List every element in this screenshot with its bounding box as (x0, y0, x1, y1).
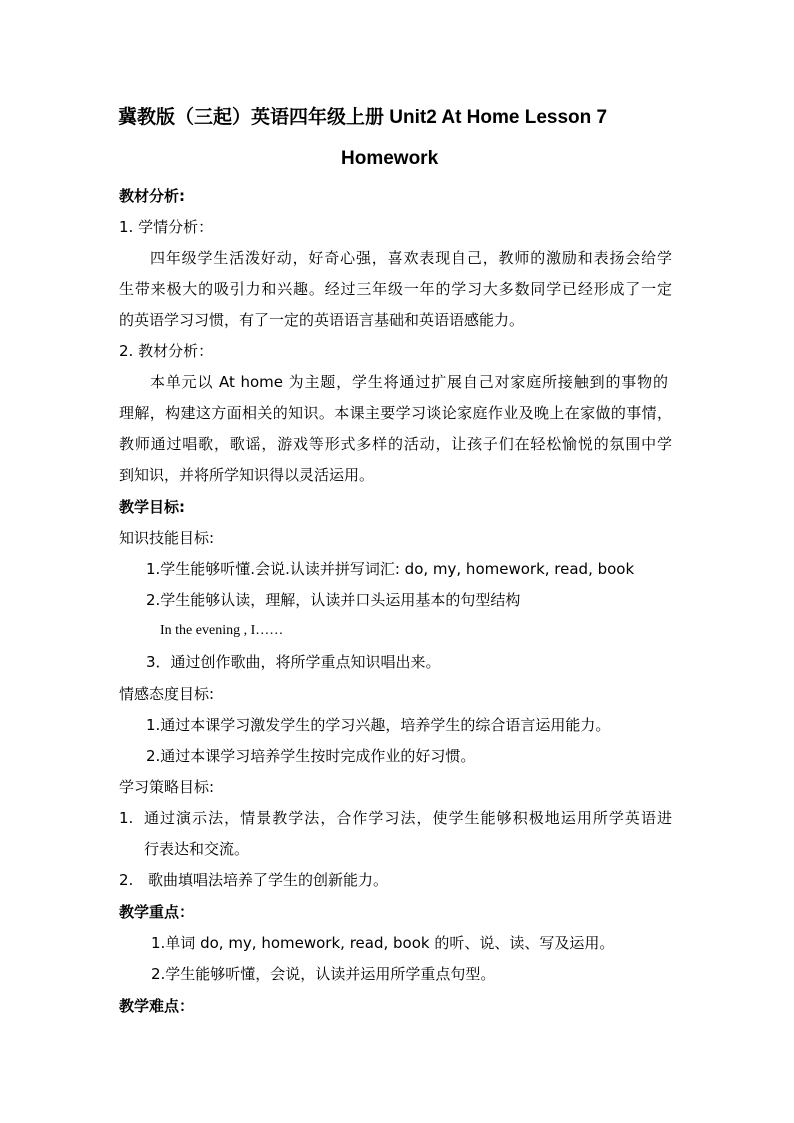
objective-item: 2.通过本课学习培养学生按时完成作业的好习惯。 (146, 747, 476, 765)
objective-item: 歌曲填唱法培养了学生的创新能力。 (148, 871, 389, 889)
key-point-item: 1.单词 do, my, homework, read, book 的听、说、读、写及运用。 (151, 934, 615, 952)
document-title-line1: 冀教版（三起）英语四年级上册 Unit2 At Home Lesson 7 (118, 107, 608, 128)
objective-item-continued: 行表达和交流。 (144, 840, 250, 858)
subheading-learner-analysis: 1. 学情分析： (119, 218, 214, 236)
section-heading-teaching-objectives: 教学目标: (119, 498, 185, 516)
sentence-pattern-example: In the evening , I…… (160, 623, 284, 638)
section-heading-key-points: 教学重点： (119, 903, 195, 921)
subheading-textbook-analysis: 2. 教材分析： (119, 342, 214, 360)
objective-item: 3．通过创作歌曲，将所学重点知识唱出来。 (146, 653, 441, 671)
section-heading-difficult-points: 教学难点： (119, 997, 195, 1015)
document-title-line2: Homework (341, 148, 439, 169)
paragraph-line: 生带来极大的吸引力和兴趣。经过三年级一年的学习大多数同学已经形成了一定 (119, 280, 672, 298)
subheading-knowledge-skills: 知识技能目标: (119, 529, 215, 547)
paragraph-line: 理解，构建这方面相关的知识。本课主要学习谈论家庭作业及晚上在家做的事情， (119, 404, 672, 422)
paragraph-line: 教师通过唱歌，歌谣，游戏等形式多样的活动，让孩子们在轻松愉悦的氛围中学 (119, 435, 672, 453)
paragraph-line: 到知识，并将所学知识得以灵活运用。 (119, 466, 375, 484)
list-number: 1. (119, 809, 134, 827)
list-number: 2. (119, 871, 134, 889)
key-point-item: 2.学生能够听懂，会说，认读并运用所学重点句型。 (151, 965, 496, 983)
objective-item: 2.学生能够认读，理解，认读并口头运用基本的句型结构 (146, 591, 521, 609)
objective-item: 1.通过本课学习激发学生的学习兴趣，培养学生的综合语言运用能力。 (146, 716, 611, 734)
paragraph-line: 四年级学生活泼好动，好奇心强，喜欢表现自己，教师的激励和表扬会给学 (150, 249, 672, 267)
objective-item: 1.学生能够听懂.会说.认读并拼写词汇: do, my, homework, read, book (146, 560, 635, 578)
paragraph-line: 的英语学习习惯，有了一定的英语语言基础和英语语感能力。 (119, 311, 525, 329)
paragraph-line: 本单元以 At home 为主题，学生将通过扩展自己对家庭所接触到的事物的 (150, 373, 668, 391)
subheading-learning-strategy: 学习策略目标: (119, 778, 215, 796)
section-heading-materials-analysis: 教材分析: (119, 187, 185, 205)
objective-item: 通过演示法，情景教学法，合作学习法，使学生能够积极地运用所学英语进 (144, 809, 672, 827)
subheading-emotional-attitude: 情感态度目标: (119, 685, 215, 703)
